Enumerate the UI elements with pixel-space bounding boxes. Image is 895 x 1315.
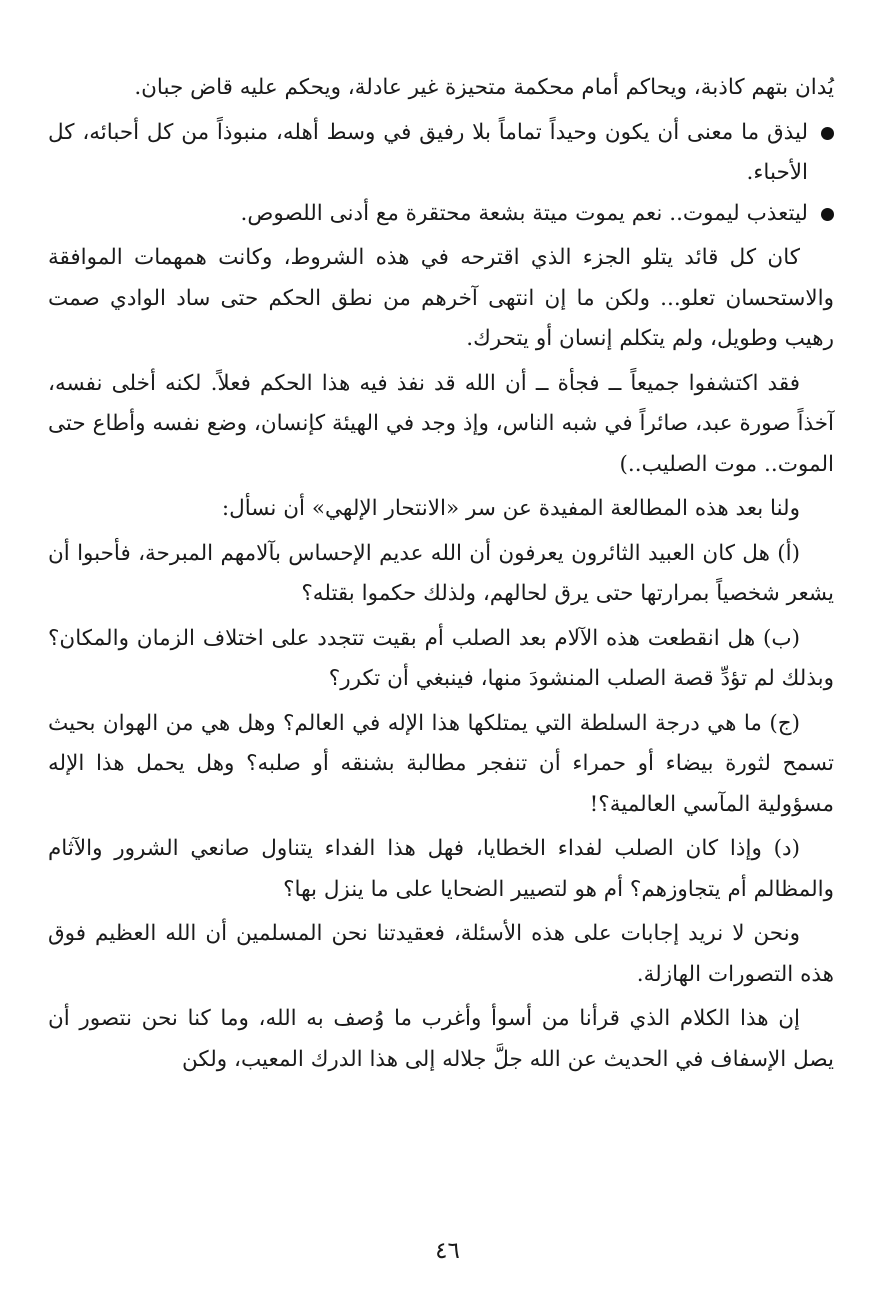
bullet-item bbox=[48, 194, 808, 235]
book-page bbox=[48, 68, 834, 1084]
bullet-item bbox=[48, 113, 808, 194]
bullet-dot-icon bbox=[821, 127, 834, 140]
paragraph-intro: يُدان بتهم كاذبة، ويحاكم أمام محكمة متحيزة غير عادلة، ويحكم عليه قاض جبان. bbox=[134, 75, 834, 100]
paragraph: كان كل قائد يتلو الجزء الذي اقترحه في هذه الشروط، وكانت همهمات الموافقة والاستحسان تعلو... ولكن ما إن انتهى آخرهم من نطق الحكم حتى ساد الوادي صمت رهيب وطويل، ولم يتكلم إنسان أو يتحرك. bbox=[48, 245, 834, 351]
question-b: (ب) هل انقطعت هذه الآلام بعد الصلب أم بقيت تتجدد على اختلاف الزمان والمكان؟ وبذلك لم تؤدِّ قصة الصلب المنشودَ منها، فينبغي أن تكرر؟ bbox=[48, 625, 834, 691]
bullet-text: ليتعذب ليموت.. نعم يموت ميتة بشعة محتقرة مع أدنى اللصوص. bbox=[240, 200, 808, 226]
question-c: (ج) ما هي درجة السلطة التي يمتلكها هذا الإله في العالم؟ وهل هي من الهوان بحيث تسمح لثورة بيضاء أو حمراء أن تنفجر مطالبة بشنقه أو صلبه؟ وهل يحمل هذا الإله مسؤولية المآسي العالمية؟! bbox=[48, 710, 834, 817]
paragraph: ونحن لا نريد إجابات على هذه الأسئلة، فعقيدتنا نحن المسلمين أن الله العظيم فوق هذه التصورات الهازلة. bbox=[48, 921, 834, 987]
paragraph: إن هذا الكلام الذي قرأنا من أسوأ وأغرب ما وُصف به الله، وما كنا نحن نتصور أن يصل الإسفاف في الحديث عن الله جلَّ جلاله إلى هذا الدرك المعيب، ولكن bbox=[48, 1006, 834, 1072]
page-number: ٤٦ bbox=[435, 1238, 460, 1264]
bullet-text: ليذق ما معنى أن يكون وحيداً تماماً بلا رفيق في وسط أهله، منبوذاً من كل أحبائه، كل الأحباء. bbox=[48, 119, 808, 185]
paragraph: فقد اكتشفوا جميعاً ــ فجأة ــ أن الله قد نفذ فيه هذا الحكم فعلاً. لكنه أخلى نفسه، آخذاً صورة عبد، صائراً في شبه الناس، وإذ وجد في الهيئة كإنسان، وضع نفسه وأطاع حتى الموت.. موت الصليب..) bbox=[48, 370, 834, 477]
bullet-dot-icon bbox=[821, 208, 834, 221]
bullet-list bbox=[48, 113, 834, 235]
question-d: (د) وإذا كان الصلب لفداء الخطايا، فهل هذا الفداء يتناول صانعي الشرور والآثام والمظالم أم يتجاوزهم؟ أم هو لتصيير الضحايا على ما ينزل بها؟ bbox=[48, 836, 834, 902]
paragraph: ولنا بعد هذه المطالعة المفيدة عن سر «الانتحار الإلهي» أن نسأل: bbox=[221, 496, 800, 521]
question-a: (أ) هل كان العبيد الثائرون يعرفون أن الله عديم الإحساس بآلامهم المبرحة، فأحبوا أن يشعر شخصياً بمرارتها حتى يرق لحالهم، ولذلك حكموا بقتله؟ bbox=[48, 540, 834, 606]
